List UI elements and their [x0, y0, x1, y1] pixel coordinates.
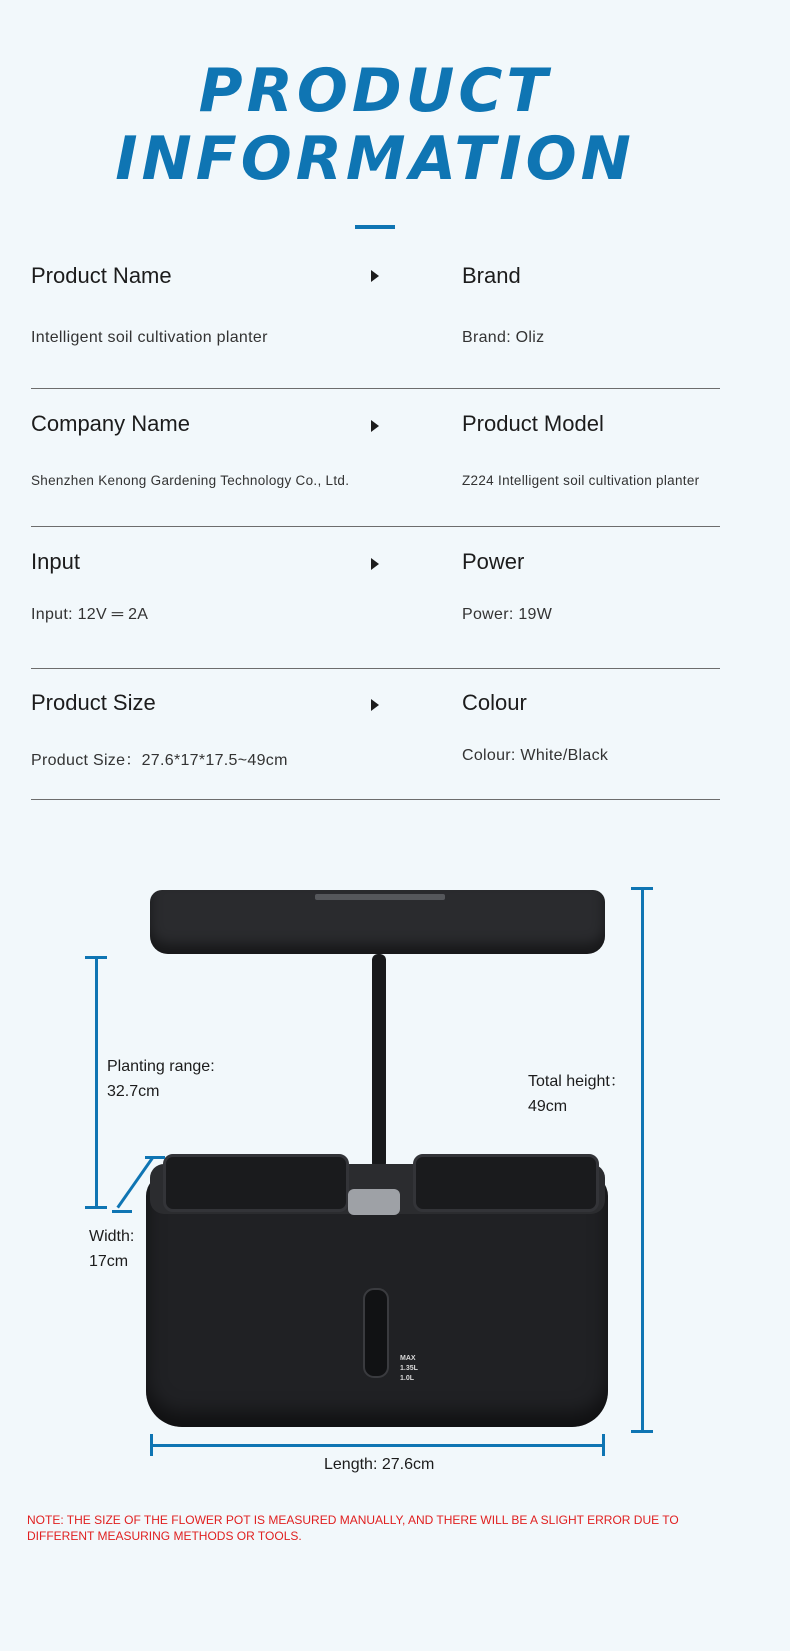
grow-light-control-strip: [315, 894, 445, 900]
spec-label-product-model: Product Model: [462, 411, 604, 436]
spec-value-colour: Colour: White/Black: [462, 747, 609, 764]
product-dimension-illustration: [0, 854, 750, 1504]
spec-value-product-model: Z224 Intelligent soil cultivation planter: [462, 473, 700, 488]
water-fill-cap: [348, 1189, 400, 1215]
planting-range-value: 32.7cm: [107, 1083, 160, 1100]
spec-label-product-name: Product Name: [31, 263, 172, 288]
spec-value-product-size: Product Size：27.6*17*17.5~49cm: [31, 752, 288, 769]
spec-value-product-name: Intelligent soil cultivation planter: [31, 329, 268, 346]
gauge-high: 1.35L: [400, 1365, 418, 1372]
total-height-cap-bottom: [631, 1430, 653, 1433]
total-height-label: [528, 1069, 626, 1119]
planting-range-label: [107, 1054, 215, 1104]
planting-range-title: Planting range:: [107, 1058, 215, 1075]
divider: [31, 388, 720, 389]
spec-label-input: Input: [31, 549, 80, 574]
arrow-right-icon: [371, 699, 379, 711]
spec-label-colour: Colour: [462, 690, 527, 715]
water-level-gauge: [400, 1354, 418, 1384]
spec-label-product-size: Product Size: [31, 690, 156, 715]
title-underline: [355, 225, 395, 229]
planting-range-cap-top: [85, 956, 107, 959]
spec-label-company-name: Company Name: [31, 411, 190, 436]
spec-value-power: Power: 19W: [462, 606, 553, 623]
total-height-title: Total height：: [528, 1073, 626, 1090]
page-title-line-2: INFORMATION: [115, 124, 635, 194]
spec-label-power: Power: [462, 549, 525, 574]
planting-pot-left: [163, 1154, 349, 1212]
total-height-cap-top: [631, 887, 653, 890]
water-level-window: [363, 1288, 389, 1378]
planting-range-line: [95, 958, 98, 1208]
product-info-panel: [0, 14, 750, 1644]
divider: [31, 526, 720, 527]
length-line: [152, 1444, 604, 1447]
spec-value-input: Input: 12V ═ 2A: [31, 606, 149, 623]
arrow-right-icon: [371, 270, 379, 282]
divider: [31, 668, 720, 669]
width-cap-bottom: [112, 1210, 132, 1213]
width-value: 17cm: [89, 1253, 129, 1270]
arrow-right-icon: [371, 558, 379, 570]
width-title: Width:: [89, 1228, 135, 1245]
measurement-note: NOTE: THE SIZE OF THE FLOWER POT IS MEASURED MANUALLY, AND THERE WILL BE A SLIGHT ERROR DUE TO DIFFERENT MEASURING METHODS OR TOOLS.: [27, 1513, 679, 1543]
total-height-line: [641, 889, 644, 1432]
spec-label-brand: Brand: [462, 263, 521, 288]
arrow-right-icon: [371, 420, 379, 432]
length-label: Length: 27.6cm: [324, 1456, 435, 1473]
grow-light-panel: [150, 890, 605, 954]
planting-pot-right: [413, 1154, 599, 1212]
length-cap-right: [602, 1434, 605, 1456]
planting-range-cap-bottom: [85, 1206, 107, 1209]
spec-value-brand: Brand: Oliz: [462, 329, 545, 346]
length-cap-left: [150, 1434, 153, 1456]
grow-light-pole: [372, 954, 386, 1169]
divider: [31, 799, 720, 800]
gauge-max: MAX: [400, 1355, 416, 1362]
spec-value-company-name: Shenzhen Kenong Gardening Technology Co., Ltd.: [31, 473, 350, 488]
total-height-value: 49cm: [528, 1098, 568, 1115]
page-title-line-1: PRODUCT: [198, 56, 552, 126]
width-cap-top: [145, 1156, 165, 1159]
gauge-low: 1.0L: [400, 1375, 415, 1382]
width-label: [89, 1224, 134, 1274]
